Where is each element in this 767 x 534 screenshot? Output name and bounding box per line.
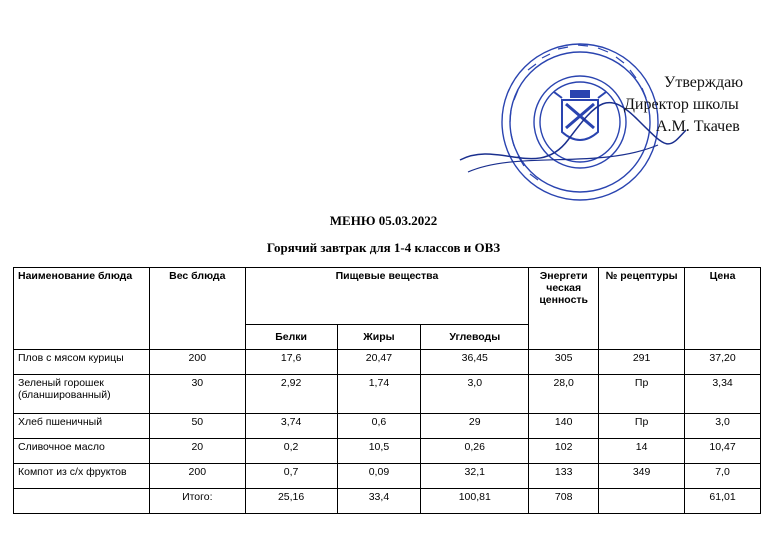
cell-name: Сливочное масло — [14, 439, 150, 464]
cell-energy: 140 — [529, 414, 599, 439]
cell-fat: 1,74 — [337, 375, 421, 414]
cell-price: 3,0 — [685, 414, 761, 439]
total-row — [14, 489, 761, 514]
cell-recipe: 291 — [599, 350, 685, 375]
header-protein: Белки — [245, 325, 337, 350]
cell-recipe: Пр — [599, 414, 685, 439]
approval-block — [616, 72, 743, 138]
cell-protein: 0,2 — [245, 439, 337, 464]
cell-price: 37,20 — [685, 350, 761, 375]
header-name: Наименование блюда — [14, 268, 150, 350]
table-row — [14, 350, 761, 375]
table-row — [14, 464, 761, 489]
cell-fat: 0,6 — [337, 414, 421, 439]
table-row — [14, 439, 761, 464]
header-energy: Энергети ческая ценность — [529, 268, 599, 350]
approval-line-1: Утверждаю — [664, 74, 744, 91]
table-row — [14, 414, 761, 439]
cell-weight: 200 — [149, 350, 245, 375]
total-recipe-empty — [599, 489, 685, 514]
cell-protein: 0,7 — [245, 464, 337, 489]
cell-energy: 28,0 — [529, 375, 599, 414]
header-fat: Жиры — [337, 325, 421, 350]
cell-name: Плов с мясом курицы — [14, 350, 150, 375]
total-energy: 708 — [529, 489, 599, 514]
menu-title: МЕНЮ 05.03.2022 — [329, 213, 438, 228]
cell-price: 7,0 — [685, 464, 761, 489]
approval-line-3: А.М. Ткачев — [656, 118, 740, 135]
cell-name-empty — [14, 489, 150, 514]
total-fat: 33,4 — [337, 489, 421, 514]
cell-carbs: 29 — [421, 414, 529, 439]
cell-name: Компот из с/х фруктов — [14, 464, 150, 489]
menu-table — [13, 267, 761, 514]
cell-energy: 305 — [529, 350, 599, 375]
total-label: Итого: — [149, 489, 245, 514]
table-row — [14, 375, 761, 414]
cell-weight: 30 — [149, 375, 245, 414]
header-recipe: № рецептуры — [599, 268, 685, 350]
cell-protein: 3,74 — [245, 414, 337, 439]
cell-carbs: 0,26 — [421, 439, 529, 464]
cell-recipe: 349 — [599, 464, 685, 489]
cell-price: 10,47 — [685, 439, 761, 464]
approval-line-2: Директор школы — [624, 96, 739, 113]
cell-protein: 2,92 — [245, 375, 337, 414]
cell-carbs: 32,1 — [421, 464, 529, 489]
menu-subtitle: Горячий завтрак для 1-4 классов и ОВЗ — [266, 240, 501, 255]
cell-carbs: 3,0 — [421, 375, 529, 414]
header-weight: Вес блюда — [149, 268, 245, 350]
cell-name: Хлеб пшеничный — [14, 414, 150, 439]
total-carbs: 100,81 — [421, 489, 529, 514]
cell-fat: 20,47 — [337, 350, 421, 375]
cell-protein: 17,6 — [245, 350, 337, 375]
cell-price: 3,34 — [685, 375, 761, 414]
cell-recipe: Пр — [599, 375, 685, 414]
cell-fat: 10,5 — [337, 439, 421, 464]
cell-energy: 102 — [529, 439, 599, 464]
cell-energy: 133 — [529, 464, 599, 489]
total-price: 61,01 — [685, 489, 761, 514]
cell-weight: 200 — [149, 464, 245, 489]
cell-carbs: 36,45 — [421, 350, 529, 375]
header-carbs: Углеводы — [421, 325, 529, 350]
cell-recipe: 14 — [599, 439, 685, 464]
total-protein: 25,16 — [245, 489, 337, 514]
cell-fat: 0,09 — [337, 464, 421, 489]
header-nutrients: Пищевые вещества — [245, 268, 529, 325]
cell-name: Зеленый горошек (бланшированный) — [14, 375, 150, 414]
cell-weight: 20 — [149, 439, 245, 464]
header-price: Цена — [685, 268, 761, 350]
cell-weight: 50 — [149, 414, 245, 439]
